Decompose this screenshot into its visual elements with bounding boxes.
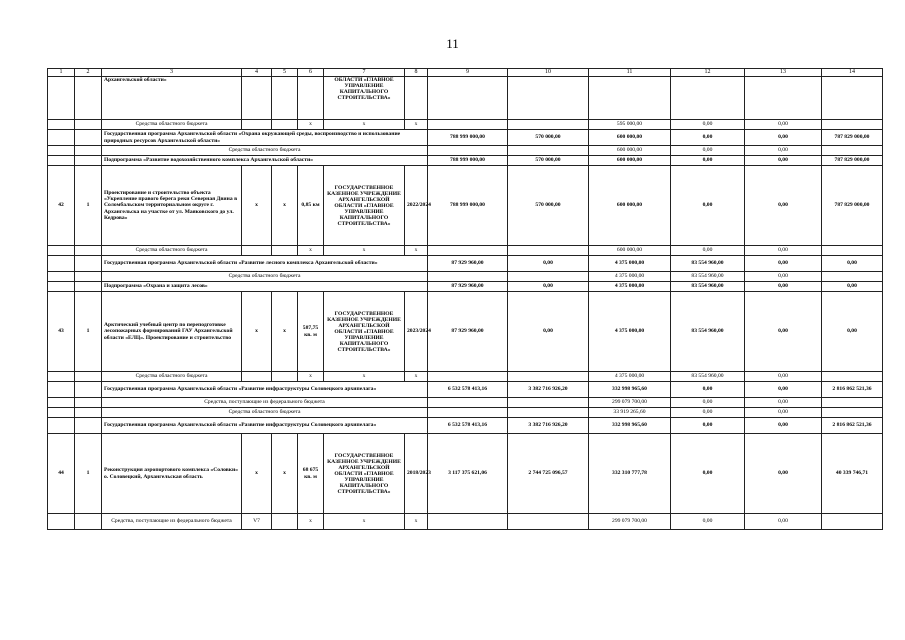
amount-2022: 332 310 777,78 xyxy=(589,434,671,514)
amount-2022: 600 000,00 xyxy=(589,166,671,246)
header-cell: 12 xyxy=(671,69,745,77)
remaining-cost: 787 829 000,00 xyxy=(822,130,883,146)
header-cell: 1 xyxy=(48,69,75,77)
budget-table xyxy=(47,68,883,530)
x-mark: х xyxy=(405,372,428,382)
page-number: 11 xyxy=(446,36,459,51)
header-cell: 14 xyxy=(822,69,883,77)
total-cost: 87 929 960,00 xyxy=(428,256,508,272)
remaining-cost: 2 816 862 521,36 xyxy=(822,382,883,398)
row-subnumber: 1 xyxy=(75,292,102,372)
x-mark: х xyxy=(272,292,298,372)
header-cell: 5 xyxy=(272,69,298,77)
x-mark: х xyxy=(272,166,298,246)
funding-source: Средства, поступающие из федерального бюджета xyxy=(102,398,428,408)
table-row xyxy=(48,166,883,246)
object-name: Архангельской области» xyxy=(102,77,242,120)
amount-2023: 0,00 xyxy=(671,130,745,146)
amount-2024: 0,00 xyxy=(745,256,822,272)
remaining-cost: 787 829 000,00 xyxy=(822,156,883,166)
amount-2023: 0,00 xyxy=(671,514,745,530)
row-subnumber: 1 xyxy=(75,166,102,246)
construction-period: 2018/2023 xyxy=(405,434,428,514)
row-number: 44 xyxy=(48,434,75,514)
funding-source: Средства областного бюджета xyxy=(102,272,428,282)
amount-2023: 0,00 xyxy=(671,382,745,398)
amount-2022: 299 079 700,00 xyxy=(589,398,671,408)
x-mark: х xyxy=(324,120,405,130)
funding-source: Средства областного бюджета xyxy=(102,408,428,418)
total-cost: 3 117 375 621,06 xyxy=(428,434,508,514)
column-number-row xyxy=(48,69,883,77)
amount-2024: 0,00 xyxy=(745,408,822,418)
header-cell: 11 xyxy=(589,69,671,77)
organization-cell: ГОСУДАРСТВЕННОЕ КАЗЕННОЕ УЧРЕЖДЕНИЕ АРХАНГЕЛЬСКОЙ ОБЛАСТИ «ГЛАВНОЕ УПРАВЛЕНИЕ КАПИТАЛЬНОГО СТРОИТЕЛЬСТВА» xyxy=(324,434,405,514)
amount-2022: 4 375 000,00 xyxy=(589,372,671,382)
table-row xyxy=(48,418,883,434)
organization-cell: ГОСУДАРСТВЕННОЕ КАЗЕННОЕ УЧРЕЖДЕНИЕ АРХАНГЕЛЬСКОЙ ОБЛАСТИ «ГЛАВНОЕ УПРАВЛЕНИЕ КАПИТАЛЬНОГО СТРОИТЕЛЬСТВА» xyxy=(324,292,405,372)
table-row xyxy=(48,120,883,130)
remaining-cost: 0,00 xyxy=(822,282,883,292)
amount-2024: 0,00 xyxy=(745,120,822,130)
row-number: 43 xyxy=(48,292,75,372)
table-row xyxy=(48,272,883,282)
x-mark: х xyxy=(405,246,428,256)
amount-2024: 0,00 xyxy=(745,292,822,372)
organization-cell: ГОСУДАРСТВЕННОЕ КАЗЕННОЕ УЧРЕЖДЕНИЕ АРХАНГЕЛЬСКОЙ ОБЛАСТИ «ГЛАВНОЕ УПРАВЛЕНИЕ КАПИТАЛЬНОГО СТРОИТЕЛЬСТВА» xyxy=(324,166,405,246)
subprogram-title: Подпрограмма «Охрана и защита лесов» xyxy=(102,282,428,292)
total-cost: 788 999 000,00 xyxy=(428,156,508,166)
header-cell: 6 xyxy=(298,69,324,77)
amount-2024: 0,00 xyxy=(745,398,822,408)
funding-source: Средства областного бюджета xyxy=(102,246,242,256)
amount-2023: 0,00 xyxy=(671,156,745,166)
object-name: Арктический учебный центр по переподготовке лесопожарных формирований ГАУ Архангельской области «ЕЛЦ». Проектирование и строительство xyxy=(102,292,242,372)
amount-2024: 0,00 xyxy=(745,156,822,166)
amount-2023: 0,00 xyxy=(671,246,745,256)
financed-amount: 0,00 xyxy=(508,256,589,272)
x-mark: х xyxy=(324,372,405,382)
amount-2023: 0,00 xyxy=(671,408,745,418)
amount-2022: 332 998 965,60 xyxy=(589,418,671,434)
row-number: 42 xyxy=(48,166,75,246)
amount-2024: 0,00 xyxy=(745,372,822,382)
row-subnumber: 1 xyxy=(75,434,102,514)
remaining-cost: 0,00 xyxy=(822,292,883,372)
amount-2022: 4 375 000,00 xyxy=(589,272,671,282)
financed-amount: 570 000,00 xyxy=(508,166,589,246)
x-mark: х xyxy=(298,372,324,382)
remaining-cost: 2 816 862 521,36 xyxy=(822,418,883,434)
funding-source: Средства, поступающие из федерального бюджета xyxy=(102,514,242,530)
x-mark: х xyxy=(242,166,272,246)
table-row xyxy=(48,246,883,256)
header-cell: 8 xyxy=(405,69,428,77)
amount-2022: 4 375 000,00 xyxy=(589,282,671,292)
remaining-cost: 787 829 000,00 xyxy=(822,166,883,246)
total-cost: 87 929 960,00 xyxy=(428,292,508,372)
object-name: Реконструкция аэропортового комплекса «Соловки» о. Соловецкий, Архангельская область xyxy=(102,434,242,514)
total-cost: 6 532 578 413,16 xyxy=(428,418,508,434)
table-row xyxy=(48,282,883,292)
header-cell: 10 xyxy=(508,69,589,77)
x-mark: х xyxy=(242,292,272,372)
header-cell: 9 xyxy=(428,69,508,77)
table-row xyxy=(48,256,883,272)
amount-2023: 0,00 xyxy=(671,434,745,514)
amount-2024: 0,00 xyxy=(745,246,822,256)
total-cost: 788 999 000,00 xyxy=(428,130,508,146)
amount-2022: 600 000,00 xyxy=(589,130,671,146)
amount-2024: 0,00 xyxy=(745,272,822,282)
capacity: 587,75 кв. м xyxy=(298,292,324,372)
total-cost: 87 929 960,00 xyxy=(428,282,508,292)
table-row xyxy=(48,434,883,514)
x-mark: х xyxy=(272,434,298,514)
amount-2024: 0,00 xyxy=(745,418,822,434)
header-cell: 2 xyxy=(75,69,102,77)
program-title: Государственная программа Архангельской области «Развитие инфраструктуры Соловецкого архипелага» xyxy=(102,382,428,398)
remaining-cost: 40 339 746,71 xyxy=(822,434,883,514)
financed-amount: 3 382 716 926,20 xyxy=(508,382,589,398)
x-mark: х xyxy=(405,120,428,130)
amount-2023: 0,00 xyxy=(671,166,745,246)
amount-2024: 0,00 xyxy=(745,514,822,530)
table-row xyxy=(48,130,883,146)
x-mark: х xyxy=(298,246,324,256)
amount-2022: 4 375 000,00 xyxy=(589,292,671,372)
financed-amount: 0,00 xyxy=(508,282,589,292)
organization-cell: ОБЛАСТИ «ГЛАВНОЕ УПРАВЛЕНИЕ КАПИТАЛЬНОГО СТРОИТЕЛЬСТВА» xyxy=(324,77,405,120)
x-mark: х xyxy=(324,514,405,530)
funding-source: Средства областного бюджета xyxy=(102,120,242,130)
amount-2022: 299 079 700,00 xyxy=(589,514,671,530)
amount-2023: 83 554 960,00 xyxy=(671,282,745,292)
x-mark: х xyxy=(298,514,324,530)
amount-2024: 0,00 xyxy=(745,434,822,514)
amount-2023: 0,00 xyxy=(671,398,745,408)
capacity: 68 675 кв. м xyxy=(298,434,324,514)
remaining-cost: 0,00 xyxy=(822,256,883,272)
amount-2024: 0,00 xyxy=(745,130,822,146)
total-cost: 788 999 000,00 xyxy=(428,166,508,246)
amount-2023: 0,00 xyxy=(671,418,745,434)
amount-2024: 0,00 xyxy=(745,382,822,398)
subprogram-title: Подпрограмма «Развитие водохозяйственного комплекса Архангельской области» xyxy=(102,156,428,166)
x-mark: х xyxy=(405,514,428,530)
header-cell: 4 xyxy=(242,69,272,77)
amount-2022: 332 998 965,60 xyxy=(589,382,671,398)
capacity: 0,85 км xyxy=(298,166,324,246)
table-row xyxy=(48,146,883,156)
table-row xyxy=(48,398,883,408)
amount-2023: 0,00 xyxy=(671,120,745,130)
amount-2022: 600 000,00 xyxy=(589,246,671,256)
header-cell: 7 xyxy=(324,69,405,77)
amount-2023: 0,00 xyxy=(671,146,745,156)
amount-2022: 4 375 000,00 xyxy=(589,256,671,272)
amount-2023: 83 554 960,00 xyxy=(671,372,745,382)
amount-2024: 0,00 xyxy=(745,166,822,246)
program-title: Государственная программа Архангельской области «Развитие лесного комплекса Архангельской области» xyxy=(102,256,428,272)
table-row xyxy=(48,514,883,530)
financed-amount: 570 000,00 xyxy=(508,130,589,146)
budget-code: V7 xyxy=(242,514,272,530)
amount-2022: 600 000,00 xyxy=(589,156,671,166)
financed-amount: 570 000,00 xyxy=(508,156,589,166)
table-row xyxy=(48,382,883,398)
header-cell: 3 xyxy=(102,69,242,77)
x-mark: х xyxy=(298,120,324,130)
x-mark: х xyxy=(242,434,272,514)
table-row xyxy=(48,292,883,372)
amount-2023: 83 554 960,00 xyxy=(671,256,745,272)
amount-2022: 600 000,00 xyxy=(589,146,671,156)
funding-source: Средства областного бюджета xyxy=(102,146,428,156)
header-cell: 13 xyxy=(745,69,822,77)
table-row xyxy=(48,77,883,120)
amount-2023: 83 554 960,00 xyxy=(671,292,745,372)
amount-2023: 83 554 960,00 xyxy=(671,272,745,282)
financed-amount: 3 382 716 926,20 xyxy=(508,418,589,434)
x-mark: х xyxy=(324,246,405,256)
funding-source: Средства областного бюджета xyxy=(102,372,242,382)
amount-2022: 595 000,00 xyxy=(589,120,671,130)
total-cost: 6 532 578 413,16 xyxy=(428,382,508,398)
program-title: Государственная программа Архангельской области «Охрана окружающей среды, воспроизводство и использование природных ресурсов Архангельской области» xyxy=(102,130,428,146)
construction-period: 2022/2024 xyxy=(405,166,428,246)
table-row xyxy=(48,372,883,382)
financed-amount: 0,00 xyxy=(508,292,589,372)
subprogram-title: Государственная программа Архангельской области «Развитие инфраструктуры Соловецкого архипелага» xyxy=(102,418,428,434)
amount-2024: 0,00 xyxy=(745,146,822,156)
financed-amount: 2 744 725 096,57 xyxy=(508,434,589,514)
object-name: Проектирование и строительство объекта «Укрепление правого берега реки Северная Двина в Соломбальском территориальном округе г. Архангельска на участке от ул. Маяковского до ул. Кедрова» xyxy=(102,166,242,246)
table-row xyxy=(48,156,883,166)
amount-2022: 33 919 265,60 xyxy=(589,408,671,418)
table-row xyxy=(48,408,883,418)
construction-period: 2023/2024 xyxy=(405,292,428,372)
amount-2024: 0,00 xyxy=(745,282,822,292)
